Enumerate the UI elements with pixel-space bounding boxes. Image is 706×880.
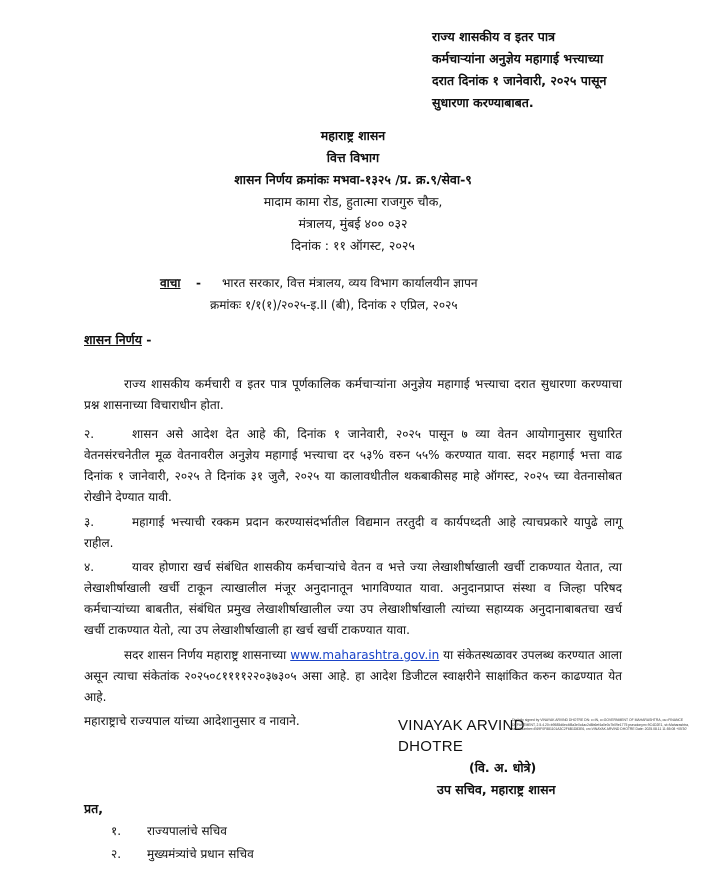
copies-heading: प्रत,	[84, 801, 103, 816]
reference-dash: -	[196, 276, 201, 290]
signer-name	[398, 715, 525, 757]
copy-recipient: राज्यपालांचे सचिव	[147, 824, 227, 838]
subject-line: राज्य शासकीय व इतर पात्र	[432, 29, 555, 44]
subject-line: सुधारणा करण्याबाबत.	[432, 95, 534, 110]
address-line: मादाम कामा रोड, हुतात्मा राजगुरु चौक,	[263, 194, 443, 209]
subject-line: दरात दिनांक १ जानेवारी, २०२५ पासून	[432, 73, 607, 88]
paragraph-text: शासन असे आदेश देत आहे की, दिनांक १ जानेवारी, २०२५ पासून ७ व्या वेतन आयोगानुसार सुधारित वेतनसंरचनेतील मूळ वेतनावरील अनुज्ञेय महागाई भत्त्याचा दर ५३% वरुन ५५% करण्यात यावा. सदर महागाई भत्ता वाढ दिनांक १ जानेवारी, २०२५ ते दिनांक ३१ जुलै, २०२५ या कालावधीतील थकबाकीसह माहे ऑगस्ट, २०२५ च्या वेतनासोबत रोखीने देण्यात यावी.	[84, 427, 622, 504]
subject-line: कर्मचाऱ्यांना अनुज्ञेय महागाई भत्त्याच्या	[432, 51, 604, 66]
issue-date: दिनांक : ११ ऑगस्ट, २०२५	[291, 238, 415, 253]
copy-number: २.	[111, 847, 122, 861]
decision-heading-suffix: -	[141, 332, 152, 347]
reference-line: क्रमांकः १/१(१)/२०२५-इ.II (बी), दिनांक २ एप्रिल, २०२५	[210, 298, 458, 312]
reference-line: भारत सरकार, वित्त मंत्रालय, व्यय विभाग कार्यालयीन ज्ञापन	[222, 276, 478, 290]
copy-recipient: मुख्यमंत्र्यांचे प्रधान सचिव	[147, 847, 254, 861]
preamble-paragraph	[84, 374, 622, 416]
paragraph-number: ३.	[84, 515, 95, 529]
paragraph-4	[84, 557, 622, 641]
signer-initials: (वि. अ. धोत्रे)	[469, 760, 537, 775]
address-line: मंत्रालय, मुंबई ४०० ०३२	[298, 216, 408, 231]
copy-number: १.	[111, 824, 122, 838]
signer-name-line: VINAYAK ARVIND	[398, 717, 525, 734]
signer-name-line: DHOTRE	[398, 738, 464, 755]
reference-label: वाचा	[160, 276, 181, 290]
closing-text-start: सदर शासन निर्णय महाराष्ट्र शासनाच्या	[124, 648, 291, 662]
paragraph-3	[84, 512, 622, 554]
gr-number: शासन निर्णय क्रमांकः मभवा-१३२५ /प्र. क्र.९/सेवा-९	[234, 172, 472, 187]
website-link[interactable]: www.maharashtra.gov.in	[290, 648, 440, 662]
paragraph-number: २.	[84, 427, 95, 441]
decision-heading	[84, 331, 152, 348]
preamble-text: राज्य शासकीय कर्मचारी व इतर पात्र पूर्णकालिक कर्मचाऱ्यांना अनुज्ञेय महागाई भत्त्याचा दरात सुधारणा करण्याचा प्रश्न शासनाच्या विचाराधीन होता.	[84, 377, 622, 412]
order-line: महाराष्ट्राचे राज्यपाल यांच्या आदेशानुसार व नावाने.	[84, 714, 300, 728]
paragraph-text: महागाई भत्त्याची रक्कम प्रदान करण्यासंदर्भातील विद्यमान तरतुदी व कार्यपध्दती आहे त्याचप्रकारे यापुढे लागू राहील.	[84, 515, 622, 550]
digital-signature-details: Digitally signed by VINAYAK ARVIND DHOTRE DN: c=IN, o=GOVERNMENT OF MAHARASHTRA, ou=FINANCE DEPARTMENT, 2.5.4.20=b9585d6ec4f8a3e0c4ac2d8b6ef4a0e0c7b09e1775 pseudonym=9C4D2E1, st=Maharashtra, serialNumber=E69F0F881101A3C2F6B1D83E6, cn=VINAYAK ARVIND DHOTRE Date: 2025.08.11 11:55:08 +05'30'	[512, 718, 689, 732]
signer-designation: उप सचिव, महाराष्ट्र शासन	[437, 782, 556, 797]
closing-text-end: या संकेतस्थळावर उपलब्ध करण्यात आला असून त्याचा संकेतांक २०२५०८११११२२०३७३०५ असा आहे. हा आदेश डिजीटल स्वाक्षरीने साक्षांकित करुन काढण्यात येत आहे.	[84, 648, 622, 704]
government-name: महाराष्ट्र शासन	[320, 128, 386, 143]
subject-block	[432, 26, 682, 114]
closing-paragraph	[84, 645, 622, 708]
paragraph-text: यावर होणारा खर्च संबंधित शासकीय कर्मचाऱ्यांचे वेतन व भत्ते ज्या लेखाशीर्षाखाली खर्ची टाकण्यात येतात, त्या लेखाशीर्षाखाली खर्ची टाकून त्याखालील मंजूर अनुदानातून भागविण्यात यावा. अनुदानप्राप्त संस्था व जिल्हा परिषद कर्मचाऱ्यांच्या बाबतीत, संबंधित प्रमुख लेखाशीर्षाखालील ज्या उप लेखाशीर्षाखाली त्यांच्या सहाय्यक अनुदानाबाबतचा खर्च खर्ची टाकण्यात येतो, त्या उप लेखाशीर्षाखाली हा खर्च खर्ची टाकण्यात यावा.	[84, 560, 622, 637]
document-header	[0, 125, 706, 257]
department-name: वित्त विभाग	[326, 150, 380, 165]
copy-list-item	[111, 845, 254, 862]
paragraph-number: ४.	[84, 560, 95, 574]
decision-heading-text: शासन निर्णय	[84, 332, 142, 347]
paragraph-2	[84, 424, 622, 508]
copy-list-item	[111, 822, 227, 839]
